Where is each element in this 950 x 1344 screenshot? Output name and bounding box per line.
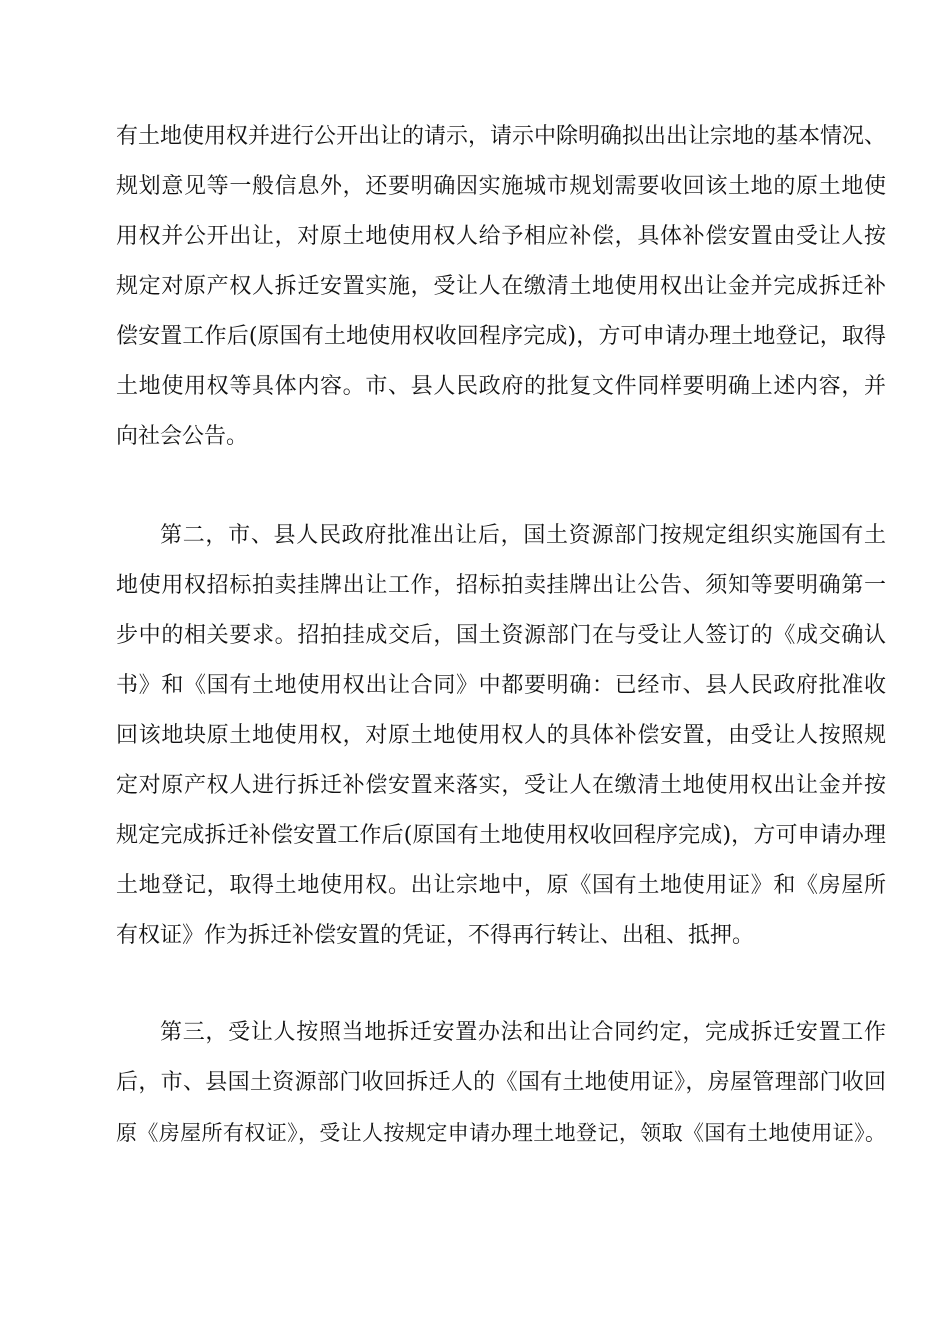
paragraph-line: 规定完成拆迁补偿安置工作后(原国有土地使用权收回程序完成)，方可申请办理 (116, 823, 886, 848)
paragraph-line: 回该地块原土地使用权，对原土地使用权人的具体补偿安置，由受让人按照规 (116, 723, 886, 748)
paragraph-line: 规划意见等一般信息外，还要明确因实施城市规划需要收回该土地的原土地使 (116, 174, 886, 199)
paragraph-line: 偿安置工作后(原国有土地使用权收回程序完成)，方可申请办理土地登记，取得 (116, 324, 886, 349)
paragraph-line: 原《房屋所有权证》，受让人按规定申请办理土地登记，领取《国有土地使用证》。 (116, 1121, 886, 1145)
paragraph-line: 书》和《国有土地使用权出让合同》中都要明确：已经市、县人民政府批准收 (116, 673, 886, 698)
paragraph-line: 第二，市、县人民政府批准出让后，国土资源部门按规定组织实施国有土 (160, 523, 886, 548)
paragraph-line: 土地登记，取得土地使用权。出让宗地中，原《国有土地使用证》和《房屋所 (116, 873, 886, 898)
paragraph-line: 用权并公开出让，对原土地使用权人给予相应补偿，具体补偿安置由受让人按 (116, 224, 886, 249)
paragraph-line: 定对原产权人进行拆迁补偿安置来落实，受让人在缴清土地使用权出让金并按 (116, 773, 886, 798)
paragraph-line: 有土地使用权并进行公开出让的请示，请示中除明确拟出出让宗地的基本情况、 (116, 124, 887, 149)
paragraph-line: 地使用权招标拍卖挂牌出让工作，招标拍卖挂牌出让公告、须知等要明确第一 (116, 573, 886, 598)
paragraph-line: 步中的相关要求。招拍挂成交后，国土资源部门在与受让人签订的《成交确认 (116, 623, 886, 648)
paragraph-line: 第三，受让人按照当地拆迁安置办法和出让合同约定，完成拆迁安置工作 (160, 1020, 886, 1045)
paragraph-line: 土地使用权等具体内容。市、县人民政府的批复文件同样要明确上述内容，并 (116, 374, 886, 399)
paragraph-line: 向社会公告。 (116, 424, 249, 449)
paragraph-line: 有权证》作为拆迁补偿安置的凭证，不得再行转让、出租、抵押。 (116, 923, 755, 948)
paragraph-line: 后，市、县国土资源部门收回拆迁人的《国有土地使用证》，房屋管理部门收回 (116, 1070, 886, 1095)
paragraph-line: 规定对原产权人拆迁安置实施，受让人在缴清土地使用权出让金并完成拆迁补 (116, 274, 886, 299)
